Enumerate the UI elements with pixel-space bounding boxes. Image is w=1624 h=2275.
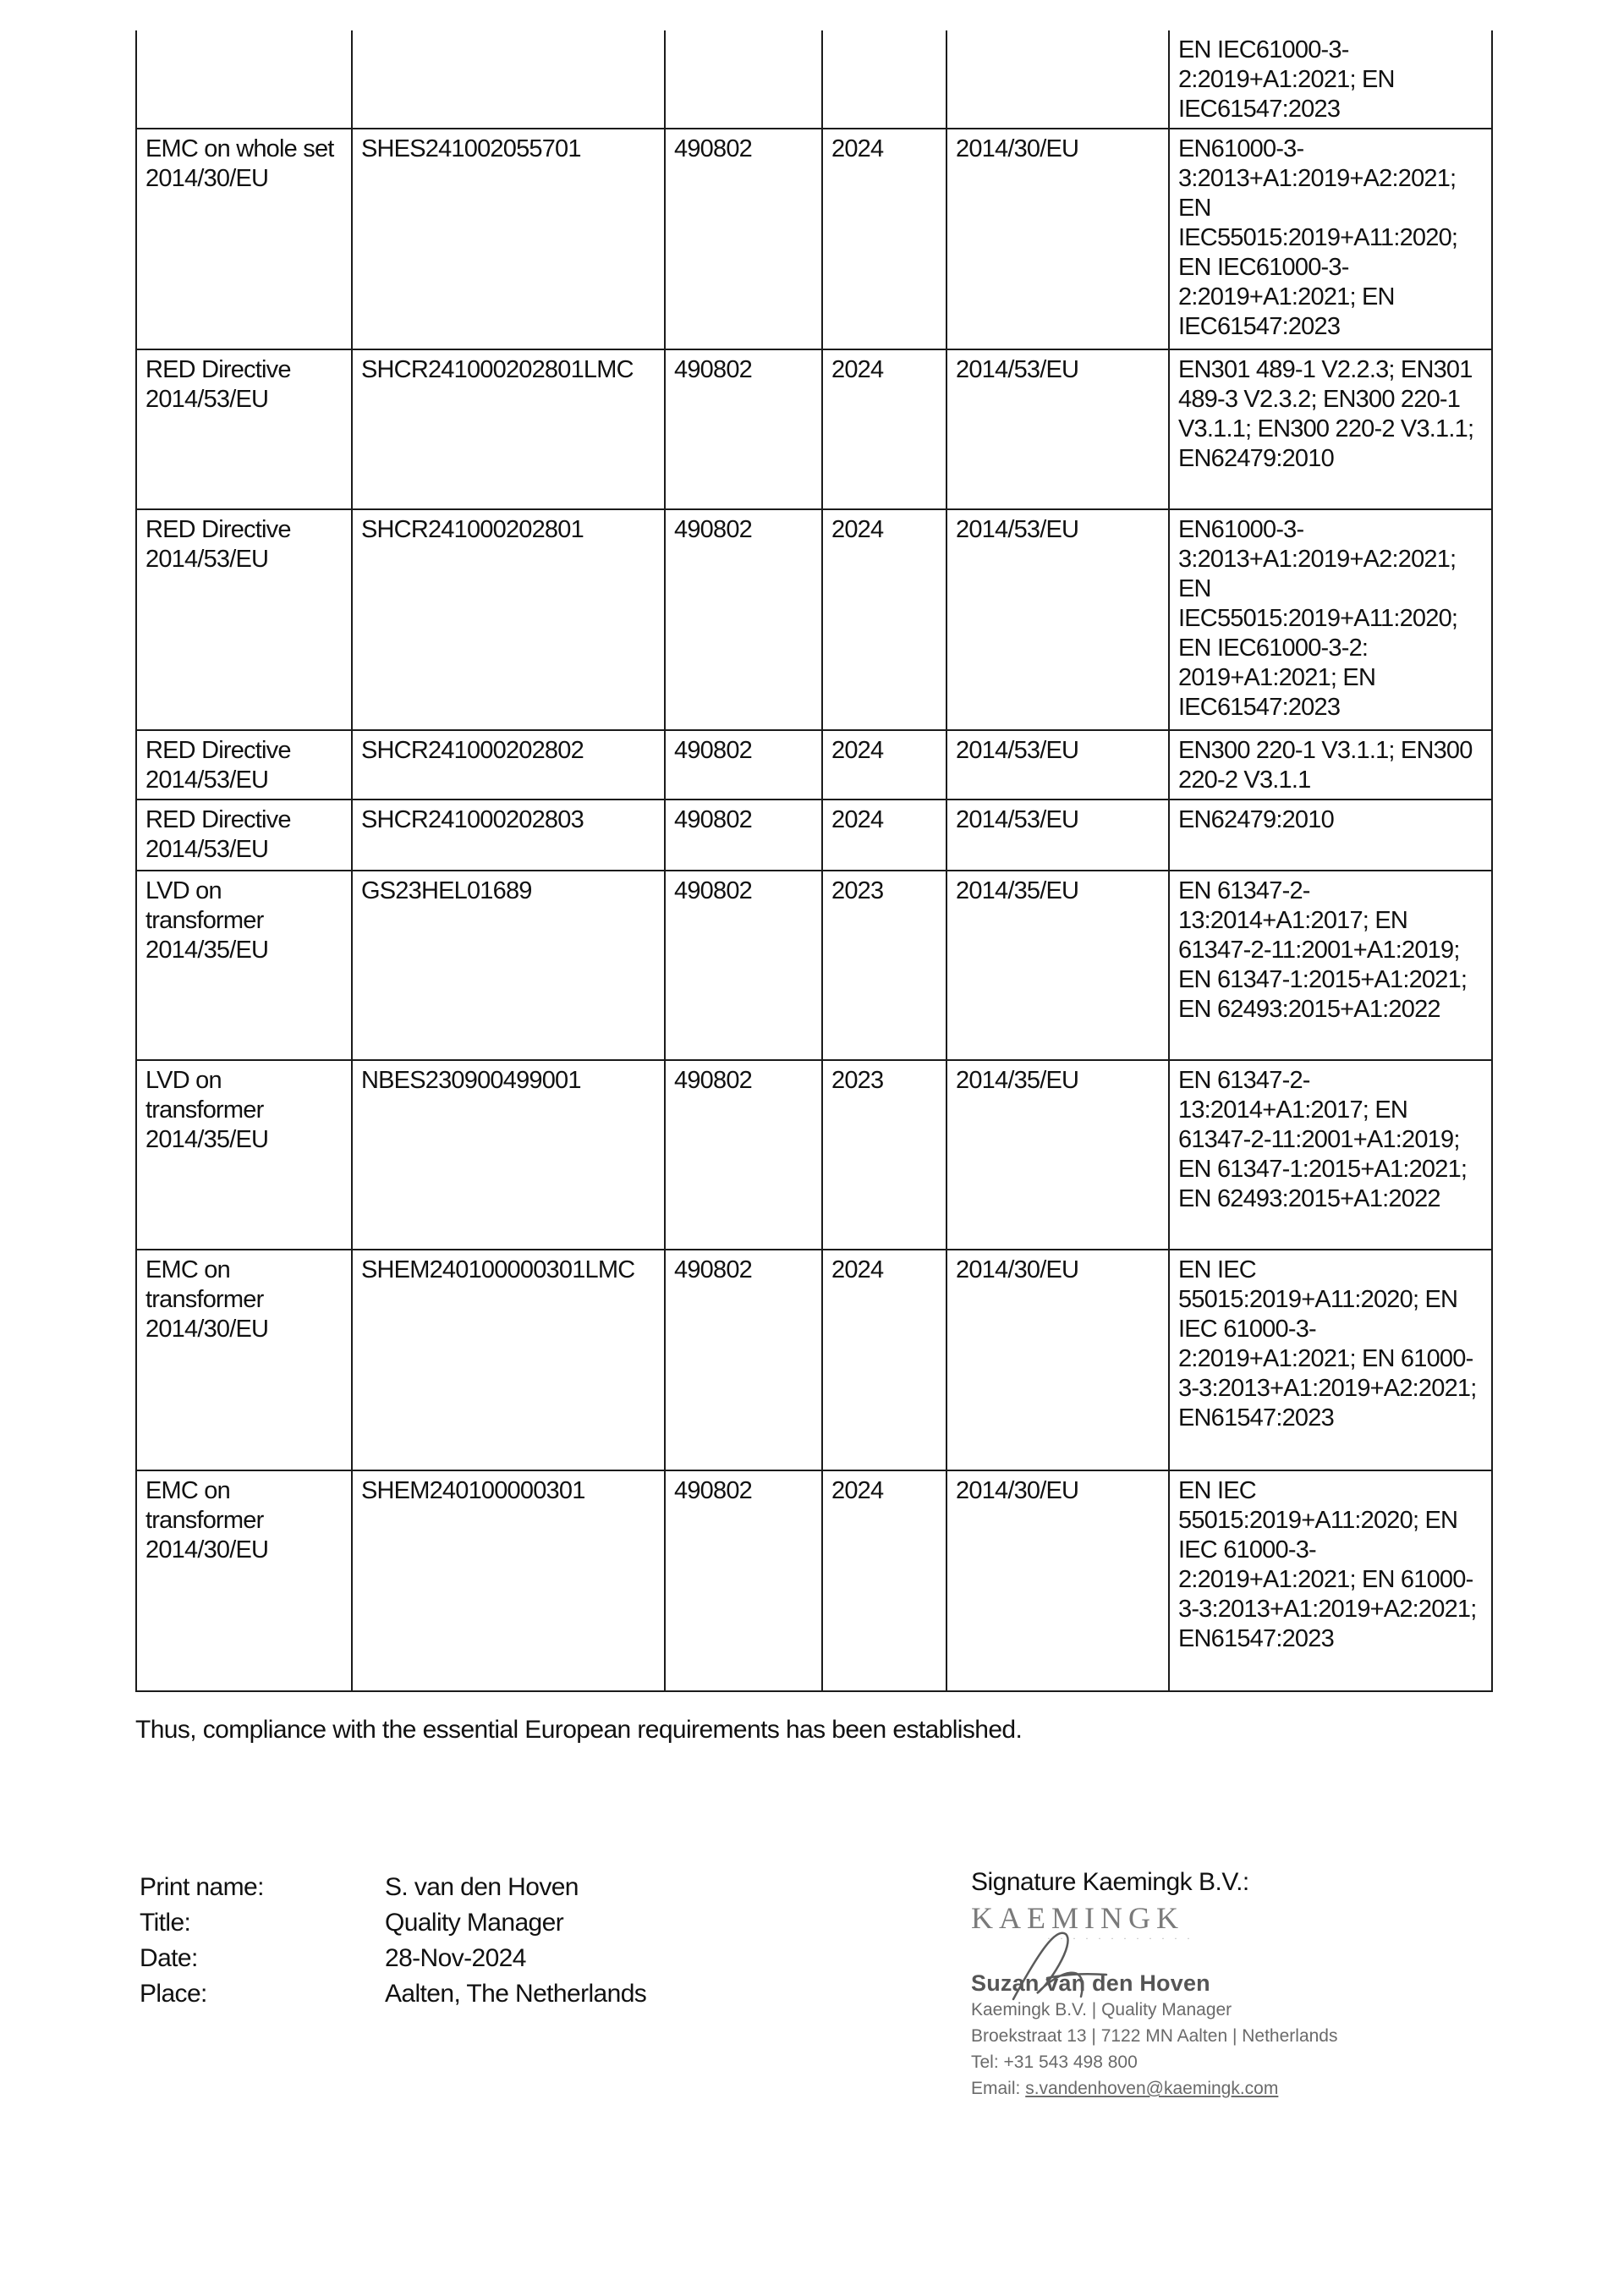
directive-cell: 2014/30/EU	[946, 1470, 1169, 1691]
product-type-cell: EMC on transformer 2014/30/EU	[136, 1470, 352, 1691]
signature-area	[971, 1868, 1445, 2139]
directive-cell: 2014/35/EU	[946, 871, 1169, 1060]
notified-body-cell: 490802	[665, 1470, 822, 1691]
table-row	[136, 1250, 1492, 1470]
directive-cell	[946, 30, 1169, 129]
product-type-cell: RED Directive 2014/53/EU	[136, 509, 352, 730]
card-email-label: Email:	[971, 2079, 1021, 2098]
product-type-cell: RED Directive 2014/53/EU	[136, 730, 352, 800]
standards-cell: EN 61347-2-13:2014+A1:2017; EN 61347-2-11:2001+A1:2019; EN 61347-1:2015+A1:2021; EN 62493:2015+A1:2022	[1169, 871, 1492, 1060]
compliance-statement: Thus, compliance with the essential European requirements has been established.	[135, 1716, 1023, 1744]
standards-cell: EN62479:2010	[1169, 800, 1492, 871]
standards-cell: EN61000-3-3:2013+A1:2019+A2:2021; EN IEC55015:2019+A11:2020; EN IEC61000-3-2: 2019+A1:2021; EN IEC61547:2023	[1169, 509, 1492, 730]
report-number-cell: SHEM240100000301	[352, 1470, 665, 1691]
standards-cell: EN IEC 55015:2019+A11:2020; EN IEC 61000-3-2:2019+A1:2021; EN 61000-3-3:2013+A1:2019+A2:2021; EN61547:2023	[1169, 1470, 1492, 1691]
date-row	[140, 1941, 646, 1976]
certificates-table	[135, 30, 1493, 1692]
card-email-line	[971, 2075, 1445, 2102]
year-cell: 2024	[822, 509, 946, 730]
table-row	[136, 1060, 1492, 1250]
notified-body-cell: 490802	[665, 871, 822, 1060]
date-label: Date:	[140, 1944, 198, 1972]
standards-cell: EN301 489-1 V2.2.3; EN301 489-3 V2.3.2; EN300 220-1 V3.1.1; EN300 220-2 V3.1.1; EN62479:2010	[1169, 349, 1492, 509]
notified-body-cell: 490802	[665, 509, 822, 730]
report-number-cell	[352, 30, 665, 129]
card-address: Broekstraat 13 | 7122 MN Aalten | Netherlands	[971, 2026, 1338, 2046]
directive-cell: 2014/35/EU	[946, 1060, 1169, 1250]
report-number-cell: SHCR241000202802	[352, 730, 665, 800]
year-cell: 2024	[822, 129, 946, 349]
place-label: Place:	[140, 1980, 207, 2008]
standards-cell: EN IEC61000-3-2:2019+A1:2021; EN IEC61547:2023	[1169, 30, 1492, 129]
table-row	[136, 30, 1492, 129]
product-type-cell: EMC on transformer 2014/30/EU	[136, 1250, 352, 1470]
standards-cell: EN IEC 55015:2019+A11:2020; EN IEC 61000-3-2:2019+A1:2021; EN 61000-3-3:2013+A1:2019+A2:2021; EN61547:2023	[1169, 1250, 1492, 1470]
table-row	[136, 800, 1492, 871]
table-row	[136, 871, 1492, 1060]
directive-cell: 2014/30/EU	[946, 1250, 1169, 1470]
year-cell: 2024	[822, 730, 946, 800]
table-row	[136, 730, 1492, 800]
directive-cell: 2014/53/EU	[946, 730, 1169, 800]
card-email-link[interactable]: s.vandenhoven@kaemingk.com	[1025, 2079, 1279, 2098]
notified-body-cell	[665, 30, 822, 129]
report-number-cell: SHES241002055701	[352, 129, 665, 349]
standards-cell: EN300 220-1 V3.1.1; EN300 220-2 V3.1.1	[1169, 730, 1492, 800]
year-cell: 2023	[822, 1060, 946, 1250]
signature-heading: Signature Kaemingk B.V.:	[971, 1868, 1249, 1896]
year-cell: 2024	[822, 800, 946, 871]
print-name-value: S. van den Hoven	[385, 1873, 579, 1901]
company-logo: KAEMINGK	[971, 1901, 1184, 1935]
report-number-cell: SHCR241000202803	[352, 800, 665, 871]
notified-body-cell: 490802	[665, 349, 822, 509]
title-value: Quality Manager	[385, 1909, 564, 1937]
directive-cell: 2014/53/EU	[946, 800, 1169, 871]
title-label: Title:	[140, 1909, 191, 1937]
notified-body-cell: 490802	[665, 1060, 822, 1250]
place-row	[140, 1976, 646, 2012]
standards-cell: EN61000-3-3:2013+A1:2019+A2:2021; EN IEC55015:2019+A11:2020; EN IEC61000-3-2:2019+A1:2021; EN IEC61547:2023	[1169, 129, 1492, 349]
notified-body-cell: 490802	[665, 1250, 822, 1470]
product-type-cell: RED Directive 2014/53/EU	[136, 349, 352, 509]
year-cell: 2024	[822, 1470, 946, 1691]
notified-body-cell: 490802	[665, 800, 822, 871]
logo-decoration: · · · · · · · · · · · ·	[1047, 1932, 1193, 1944]
print-name-row	[140, 1870, 646, 1905]
report-number-cell: GS23HEL01689	[352, 871, 665, 1060]
directive-cell: 2014/53/EU	[946, 349, 1169, 509]
standards-cell: EN 61347-2-13:2014+A1:2017; EN 61347-2-11:2001+A1:2019; EN 61347-1:2015+A1:2021; EN 62493:2015+A1:2022	[1169, 1060, 1492, 1250]
product-type-cell: RED Directive 2014/53/EU	[136, 800, 352, 871]
year-cell: 2024	[822, 349, 946, 509]
certificates-table-body	[136, 30, 1492, 1691]
place-value: Aalten, The Netherlands	[385, 1980, 647, 2008]
table-row	[136, 129, 1492, 349]
handwritten-signature	[988, 1919, 1157, 2020]
report-number-cell: SHCR241000202801LMC	[352, 349, 665, 509]
print-name-label: Print name:	[140, 1873, 264, 1901]
notified-body-cell: 490802	[665, 730, 822, 800]
report-number-cell: SHCR241000202801	[352, 509, 665, 730]
report-number-cell: SHEM240100000301LMC	[352, 1250, 665, 1470]
table-row	[136, 1470, 1492, 1691]
year-cell	[822, 30, 946, 129]
product-type-cell: LVD on transformer 2014/35/EU	[136, 871, 352, 1060]
product-type-cell	[136, 30, 352, 129]
signatory-details	[140, 1870, 646, 2012]
product-type-cell: LVD on transformer 2014/35/EU	[136, 1060, 352, 1250]
directive-cell: 2014/30/EU	[946, 129, 1169, 349]
card-name: Suzan van den Hoven	[971, 1970, 1210, 1996]
directive-cell: 2014/53/EU	[946, 509, 1169, 730]
notified-body-cell: 490802	[665, 129, 822, 349]
card-company-role: Kaemingk B.V. | Quality Manager	[971, 2000, 1232, 2019]
table-row	[136, 349, 1492, 509]
year-cell: 2023	[822, 871, 946, 1060]
date-value: 28-Nov-2024	[385, 1944, 526, 1972]
title-row	[140, 1905, 646, 1941]
table-row	[136, 509, 1492, 730]
year-cell: 2024	[822, 1250, 946, 1470]
card-tel: Tel: +31 543 498 800	[971, 2052, 1138, 2072]
report-number-cell: NBES230900499001	[352, 1060, 665, 1250]
product-type-cell: EMC on whole set 2014/30/EU	[136, 129, 352, 349]
